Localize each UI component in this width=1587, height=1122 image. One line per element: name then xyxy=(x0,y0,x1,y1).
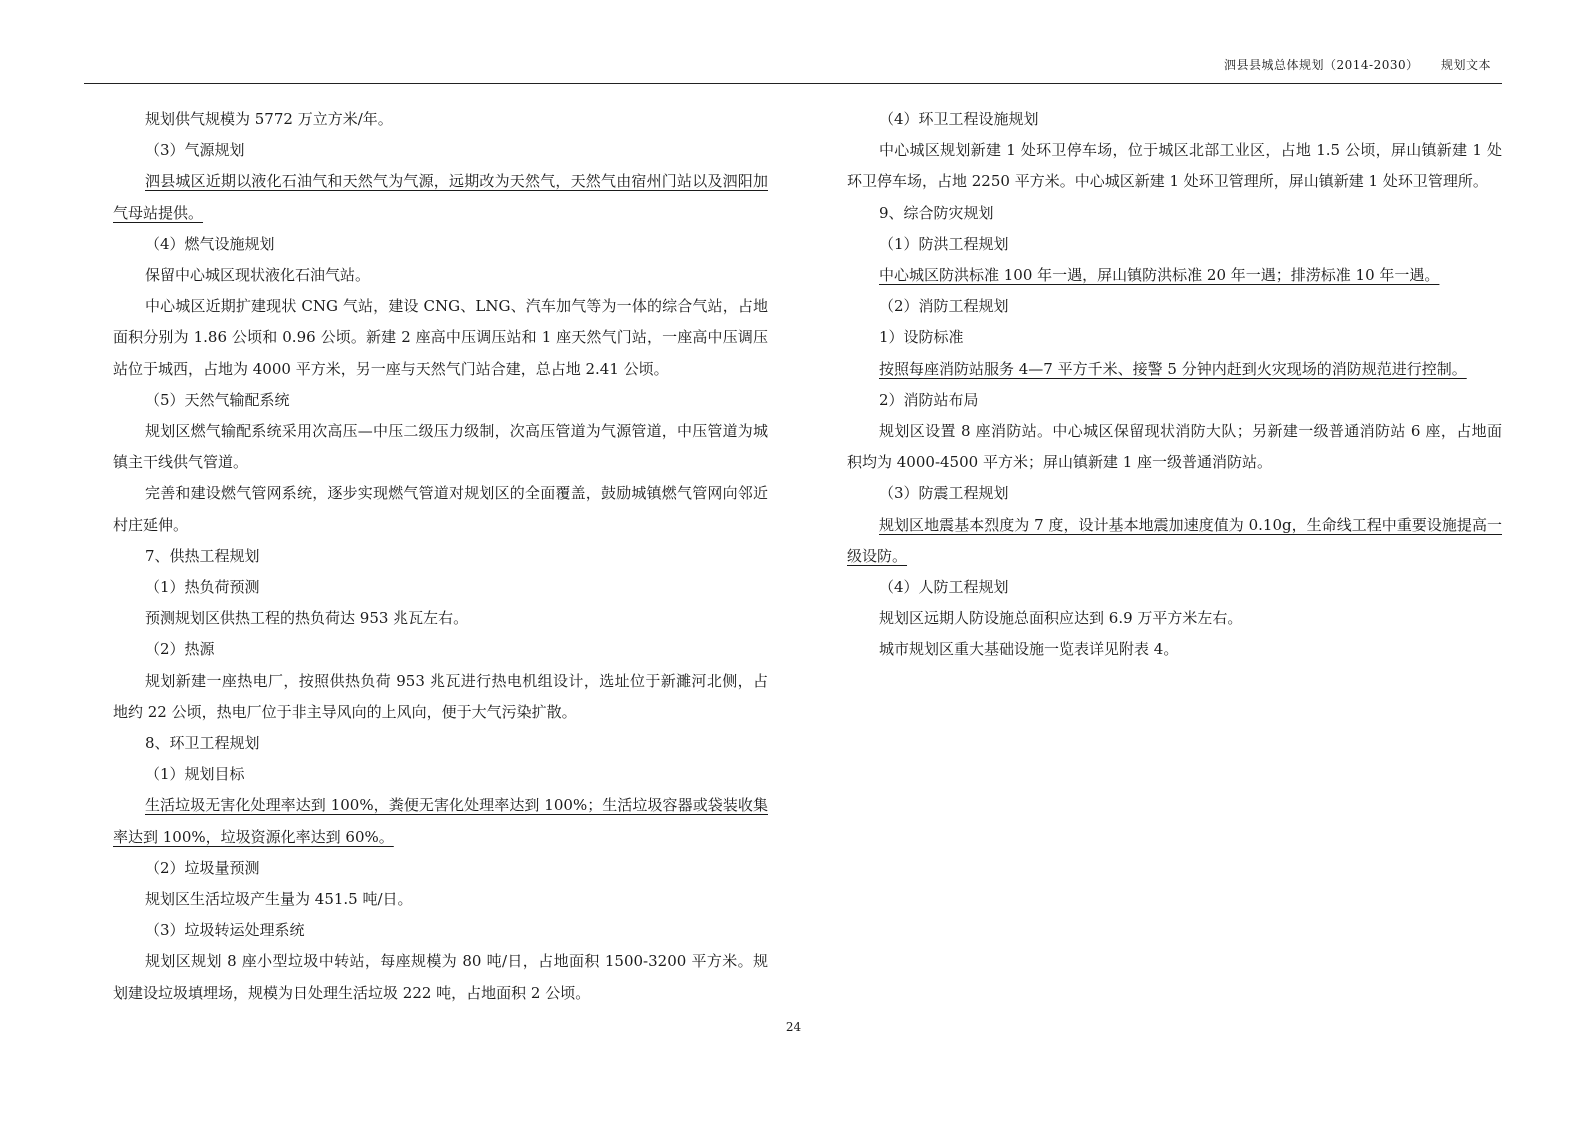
paragraph: 规划新建一座热电厂，按照供热负荷 953 兆瓦进行热电机组设计，选址位于新濉河北侧，占地约 22 公顷，热电厂位于非主导风向的上风向，便于大气污染扩散。 xyxy=(113,671,768,721)
section-heading: （3）防震工程规划 xyxy=(879,484,1009,503)
emphasized-paragraph: 中心城区防洪标准 100 年一遇，屏山镇防洪标准 20 年一遇；排涝标准 10 年一遇。 xyxy=(879,266,1440,285)
emphasized-paragraph: 按照每座消防站服务 4—7 平方千米、接警 5 分钟内赶到火灾现场的消防规范进行控制。 xyxy=(879,359,1467,378)
paragraph: 城市规划区重大基础设施一览表详见附表 4。 xyxy=(879,640,1179,659)
paragraph: 规划区远期人防设施总面积应达到 6.9 万平方米左右。 xyxy=(879,609,1243,628)
document-title: 泗县县城总体规划（2014-2030） xyxy=(1224,58,1419,72)
paragraph: 预测规划区供热工程的热负荷达 953 兆瓦左右。 xyxy=(145,609,469,628)
header-divider xyxy=(84,83,1502,84)
section-heading: （1）热负荷预测 xyxy=(145,578,260,597)
section-heading: 8、环卫工程规划 xyxy=(145,734,260,753)
paragraph: 保留中心城区现状液化石油气站。 xyxy=(145,266,371,285)
section-heading: （3）气源规划 xyxy=(145,141,245,160)
section-heading: 9、综合防灾规划 xyxy=(879,203,994,222)
right-column xyxy=(847,104,1502,666)
paragraph: 规划区设置 8 座消防站。中心城区保留现状消防大队；另新建一级普通消防站 6 座，占地面积均为 4000-4500 平方米；屏山镇新建 1 座一级普通消防站。 xyxy=(847,422,1502,472)
emphasized-paragraph: 生活垃圾无害化处理率达到 100%，粪便无害化处理率达到 100%；生活垃圾容器或袋装收集率达到 100%，垃圾资源化率达到 60%。 xyxy=(113,796,768,846)
page-header xyxy=(1206,56,1491,73)
paragraph: 规划区燃气输配系统采用次高压—中压二级压力级制，次高压管道为气源管道，中压管道为城镇主干线供气管道。 xyxy=(113,422,768,472)
emphasized-paragraph: 规划区地震基本烈度为 7 度，设计基本地震加速度值为 0.10g，生命线工程中重要设施提高一级设防。 xyxy=(847,515,1502,565)
section-heading: （2）消防工程规划 xyxy=(879,297,1009,316)
section-heading: （1）规划目标 xyxy=(145,765,245,784)
paragraph: 中心城区近期扩建现状 CNG 气站，建设 CNG、LNG、汽车加气等为一体的综合气站，占地面积分别为 1.86 公顷和 0.96 公顷。新建 2 座高中压调压站和 1 座天然气门站，一座高中压调压站位于城西，占地为 4000 平方米，另一座与天然气门站合建，总占地 2.41 公顷。 xyxy=(113,297,768,378)
section-heading: （2）热源 xyxy=(145,640,215,659)
document-type: 规划文本 xyxy=(1440,58,1491,72)
section-heading: （4）燃气设施规划 xyxy=(145,234,275,253)
paragraph: 规划区规划 8 座小型垃圾中转站，每座规模为 80 吨/日，占地面积 1500-3200 平方米。规划建设垃圾填埋场，规模为日处理生活垃圾 222 吨，占地面积 2 公顷。 xyxy=(113,952,768,1002)
left-column xyxy=(113,104,768,1009)
emphasized-paragraph: 泗县城区近期以液化石油气和天然气为气源，远期改为天然气，天然气由宿州门站以及泗阳加气母站提供。 xyxy=(113,172,768,222)
paragraph: 规划区生活垃圾产生量为 451.5 吨/日。 xyxy=(145,890,413,909)
paragraph: 规划供气规模为 5772 万立方米/年。 xyxy=(145,110,393,128)
section-heading: （3）垃圾转运处理系统 xyxy=(145,921,305,940)
section-heading: 2）消防站布局 xyxy=(879,390,979,409)
section-heading: （4）人防工程规划 xyxy=(879,578,1009,597)
page-number: 24 xyxy=(785,1020,802,1034)
section-heading: （4）环卫工程设施规划 xyxy=(879,110,1039,128)
paragraph: 中心城区规划新建 1 处环卫停车场，位于城区北部工业区，占地 1.5 公顷，屏山镇新建 1 处环卫停车场，占地 2250 平方米。中心城区新建 1 处环卫管理所，屏山镇新建 1 处环卫管理所。 xyxy=(847,141,1502,191)
section-heading: （1）防洪工程规划 xyxy=(879,234,1009,253)
section-heading: （2）垃圾量预测 xyxy=(145,858,260,877)
paragraph: 完善和建设燃气管网系统，逐步实现燃气管道对规划区的全面覆盖，鼓励城镇燃气管网向邻近村庄延伸。 xyxy=(113,484,768,534)
section-heading: 1）设防标准 xyxy=(879,328,964,347)
section-heading: （5）天然气输配系统 xyxy=(145,390,290,409)
section-heading: 7、供热工程规划 xyxy=(145,546,260,565)
